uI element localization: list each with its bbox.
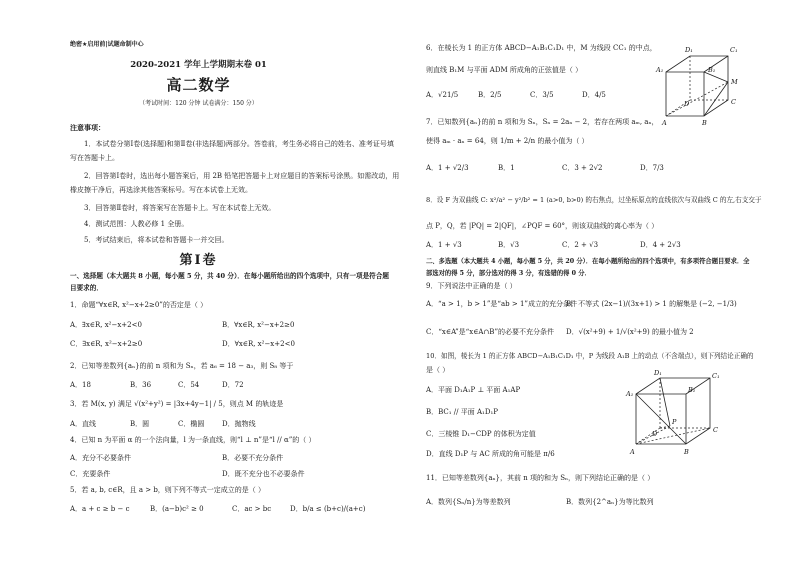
label-B: B (684, 448, 689, 456)
question-7-option-b: B．1 (498, 164, 515, 172)
exam-info: （考试时间：120 分钟 试卷满分：150 分） (139, 100, 258, 107)
subject-title: 高二数学 (166, 76, 231, 94)
exam-title: 2020-2021 学年上学期期末卷 01 (130, 60, 267, 70)
question-7-option-c: C．3 + 2√2 (562, 164, 603, 172)
confidential-mark: 绝密★启用前|试题命制中心 (70, 41, 144, 48)
note-item: 橡皮擦干净后，再选涂其他答案标号。写在本试卷上无效。 (70, 186, 252, 194)
part1-title: 第Ⅰ卷 (179, 253, 218, 268)
note-item: 5．考试结束后，将本试卷和答题卡一并交回。 (84, 236, 229, 244)
question-5-option-d: D．b/a ≤ (b+c)/(a+c) (290, 505, 366, 513)
question-4-stem: 4．已知 n 为平面 α 的一个法向量，l 为一条直线，则“l ⊥ n”是“l // α”的（ ） (70, 436, 316, 444)
question-8-option-a: A．1 + √3 (426, 241, 462, 249)
label-C: C (713, 426, 718, 434)
question-9-option-d: D．√(x²+9) + 1/√(x²+9) 的最小值为 2 (566, 328, 694, 336)
question-7-stem-line1: 7．已知数列{aₙ}的前 n 项和为 Sₙ，Sₙ = 2aₙ − 2，若存在两项 aₘ, aₙ， (426, 118, 659, 126)
label-A1: A₁ (656, 66, 664, 74)
question-9-stem: 9．下列说法中正确的是（ ） (426, 282, 517, 290)
label-C1: C₁ (730, 46, 738, 54)
question-2-option-c: C．54 (178, 381, 200, 389)
question-3-option-c: C．椭圆 (178, 420, 205, 428)
question-6-option-c: C．3/5 (530, 91, 554, 99)
cube-figure-1 (652, 42, 752, 132)
label-C1: C₁ (712, 372, 720, 380)
question-10-option-b: B．BC₁ // 平面 A₁D₁P (426, 408, 498, 416)
question-10-option-c: C．三棱锥 D₁−CDP 的体积为定值 (426, 430, 536, 438)
question-3-stem: 3．若 M(x, y) 满足 √(x²+y²) = |3x+4y−1| / 5，则点 M 的轨迹是 (70, 400, 284, 408)
question-9-option-c: C．“x∈A”是“x∈A∩B”的必要不充分条件 (426, 328, 555, 336)
label-C: C (731, 98, 736, 106)
question-11-option-b: B．数列{2^aₙ}为等比数列 (566, 498, 654, 506)
question-8-option-c: C．2 + √3 (562, 241, 599, 249)
label-B1: B₁ (688, 386, 696, 394)
question-7-stem-line2: 使得 aₘ · aₙ = 64，则 1/m + 2/n 的最小值为（ ） (426, 137, 589, 145)
question-2-option-d: D．72 (222, 381, 244, 389)
label-A: A (630, 448, 635, 456)
question-5-stem: 5．若 a, b, c∈R，且 a > b，则下列不等式一定成立的是（ ） (70, 486, 266, 494)
question-8-option-b: B．√3 (498, 241, 520, 249)
question-7-option-d: D．7/3 (640, 164, 664, 172)
question-1-stem: 1．命题“∀x∈R, x²−x+2≥0”的否定是（ ） (70, 301, 208, 309)
label-D: D (652, 430, 658, 438)
section2-line2: 部选对的得 5 分，部分选对的得 3 分，有选错的得 0 分． (426, 270, 591, 277)
question-8-stem-line2: 点 P，Q，若 |PQ| = 2|QF|，∠PQF = 60°，则该双曲线的离心率为（ ） (426, 222, 659, 230)
question-10-stem-line2: 是（ ） (426, 366, 450, 374)
question-1-option-b: B．∀x∈R, x²−x+2≥0 (222, 321, 295, 329)
section2-line1: 二、多选题（本大题共 4 小题，每小题 5 分，共 20 分）．在每小题所给出的四个选项中，有多项符合题目要求．全 (426, 258, 750, 265)
label-P: P (672, 418, 677, 426)
question-4-option-b: B．必要不充分条件 (222, 454, 284, 462)
question-6-stem-line1: 6．在棱长为 1 的正方体 ABCD−A₁B₁C₁D₁ 中，M 为线段 CC₁ 的中点， (426, 44, 657, 52)
question-4-option-d: D．既不充分也不必要条件 (222, 470, 305, 478)
label-D1: D₁ (654, 369, 662, 377)
section1-line1: 一、选择题（本大题共 8 小题，每小题 5 分，共 40 分）．在每小题所给出的四个选项中，只有一项是符合题 (70, 272, 389, 280)
question-11-stem: 11．已知等差数列{aₙ}，其前 n 项的和为 Sₙ，则下列结论正确的是（ ） (426, 474, 655, 482)
question-8-stem-line1: 8．设 F 为双曲线 C: x²/a² − y²/b² = 1 (a>0, b>0) 的右焦点，过坐标原点的直线依次与双曲线 C 的左,右支交于 (426, 196, 762, 204)
question-10-option-d: D．直线 D₁P 与 AC 所成的角可能是 π/6 (426, 450, 555, 458)
question-10-stem-line1: 10．如图，棱长为 1 的正方体 ABCD−A₁B₁C₁D₁ 中，P 为线段 A₁B 上的动点（不含端点），则下列结论正确的 (426, 352, 754, 360)
question-3-option-b: B．圆 (130, 420, 150, 428)
label-A1: A₁ (626, 390, 634, 398)
question-3-option-d: D．抛物线 (222, 420, 256, 428)
label-A: A (662, 119, 667, 127)
note-item: 2．回答第Ⅰ卷时，选出每小题答案后，用 2B 铅笔把答题卡上对应题目的答案标号涂黑。如需改动，用 (84, 172, 400, 180)
question-9-option-b: B．不等式 (2x−1)/(3x+1) > 1 的解集是 (−2, −1/3) (566, 300, 737, 308)
question-1-option-a: A．∃x∈R, x²−x+2<0 (70, 321, 142, 329)
label-B: B (702, 119, 707, 127)
question-4-option-c: C．充要条件 (70, 470, 111, 478)
question-11-option-a: A．数列{Sₙ/n}为等差数列 (426, 498, 511, 506)
note-item: 写在答题卡上。 (70, 154, 119, 162)
question-5-option-a: A．a + c ≥ b − c (70, 505, 130, 513)
question-1-option-d: D．∀x∈R, x²−x+2<0 (222, 340, 295, 348)
section1-line2: 目要求的． (70, 284, 103, 292)
note-item: 4．测试范围：人教必修 1 全册。 (84, 220, 189, 228)
label-B1: B₁ (708, 66, 716, 74)
question-7-option-a: A．1 + √2/3 (426, 164, 469, 172)
question-6-option-d: D．4/5 (582, 91, 606, 99)
question-5-option-c: C．ac > bc (232, 505, 272, 513)
note-item: 3．回答第Ⅱ卷时，将答案写在答题卡上。写在本试卷上无效。 (84, 204, 276, 212)
question-6-option-a: A．√21/5 (426, 91, 459, 99)
question-2-option-a: A．18 (70, 381, 91, 389)
question-4-option-a: A．充分不必要条件 (70, 454, 132, 462)
question-1-option-c: C．∃x∈R, x²−x+2≥0 (70, 340, 143, 348)
question-6-option-b: B．2/5 (478, 91, 502, 99)
notes-heading: 注意事项： (70, 123, 105, 132)
question-9-option-a: A．“a > 1，b > 1”是“ab > 1”成立的充分条件 (426, 300, 577, 308)
label-M: M (731, 78, 738, 86)
cube-figure-2 (624, 366, 730, 462)
note-item: 1．本试卷分第Ⅰ卷(选择题)和第Ⅱ卷(非选择题)两部分。答卷前，考生务必将自己的姓名、准考证号填 (84, 140, 394, 148)
label-D: D (684, 100, 690, 108)
question-10-option-a: A．平面 D₁A₁P ⊥ 平面 A₁AP (426, 386, 521, 394)
question-8-option-d: D．4 + 2√3 (640, 241, 681, 249)
question-5-option-b: B．(a−b)c² ≥ 0 (150, 505, 204, 513)
question-2-stem: 2．已知等差数列{aₙ}的前 n 项和为 Sₙ，若 a₆ = 18 − a₃，则 S₈ 等于 (70, 362, 294, 370)
question-3-option-a: A．直线 (70, 420, 97, 428)
question-6-stem-line2: 则直线 B₁M 与平面 ADM 所成角的正弦值是（ ） (426, 66, 583, 74)
question-2-option-b: B．36 (130, 381, 152, 389)
label-D1: D₁ (685, 46, 693, 54)
